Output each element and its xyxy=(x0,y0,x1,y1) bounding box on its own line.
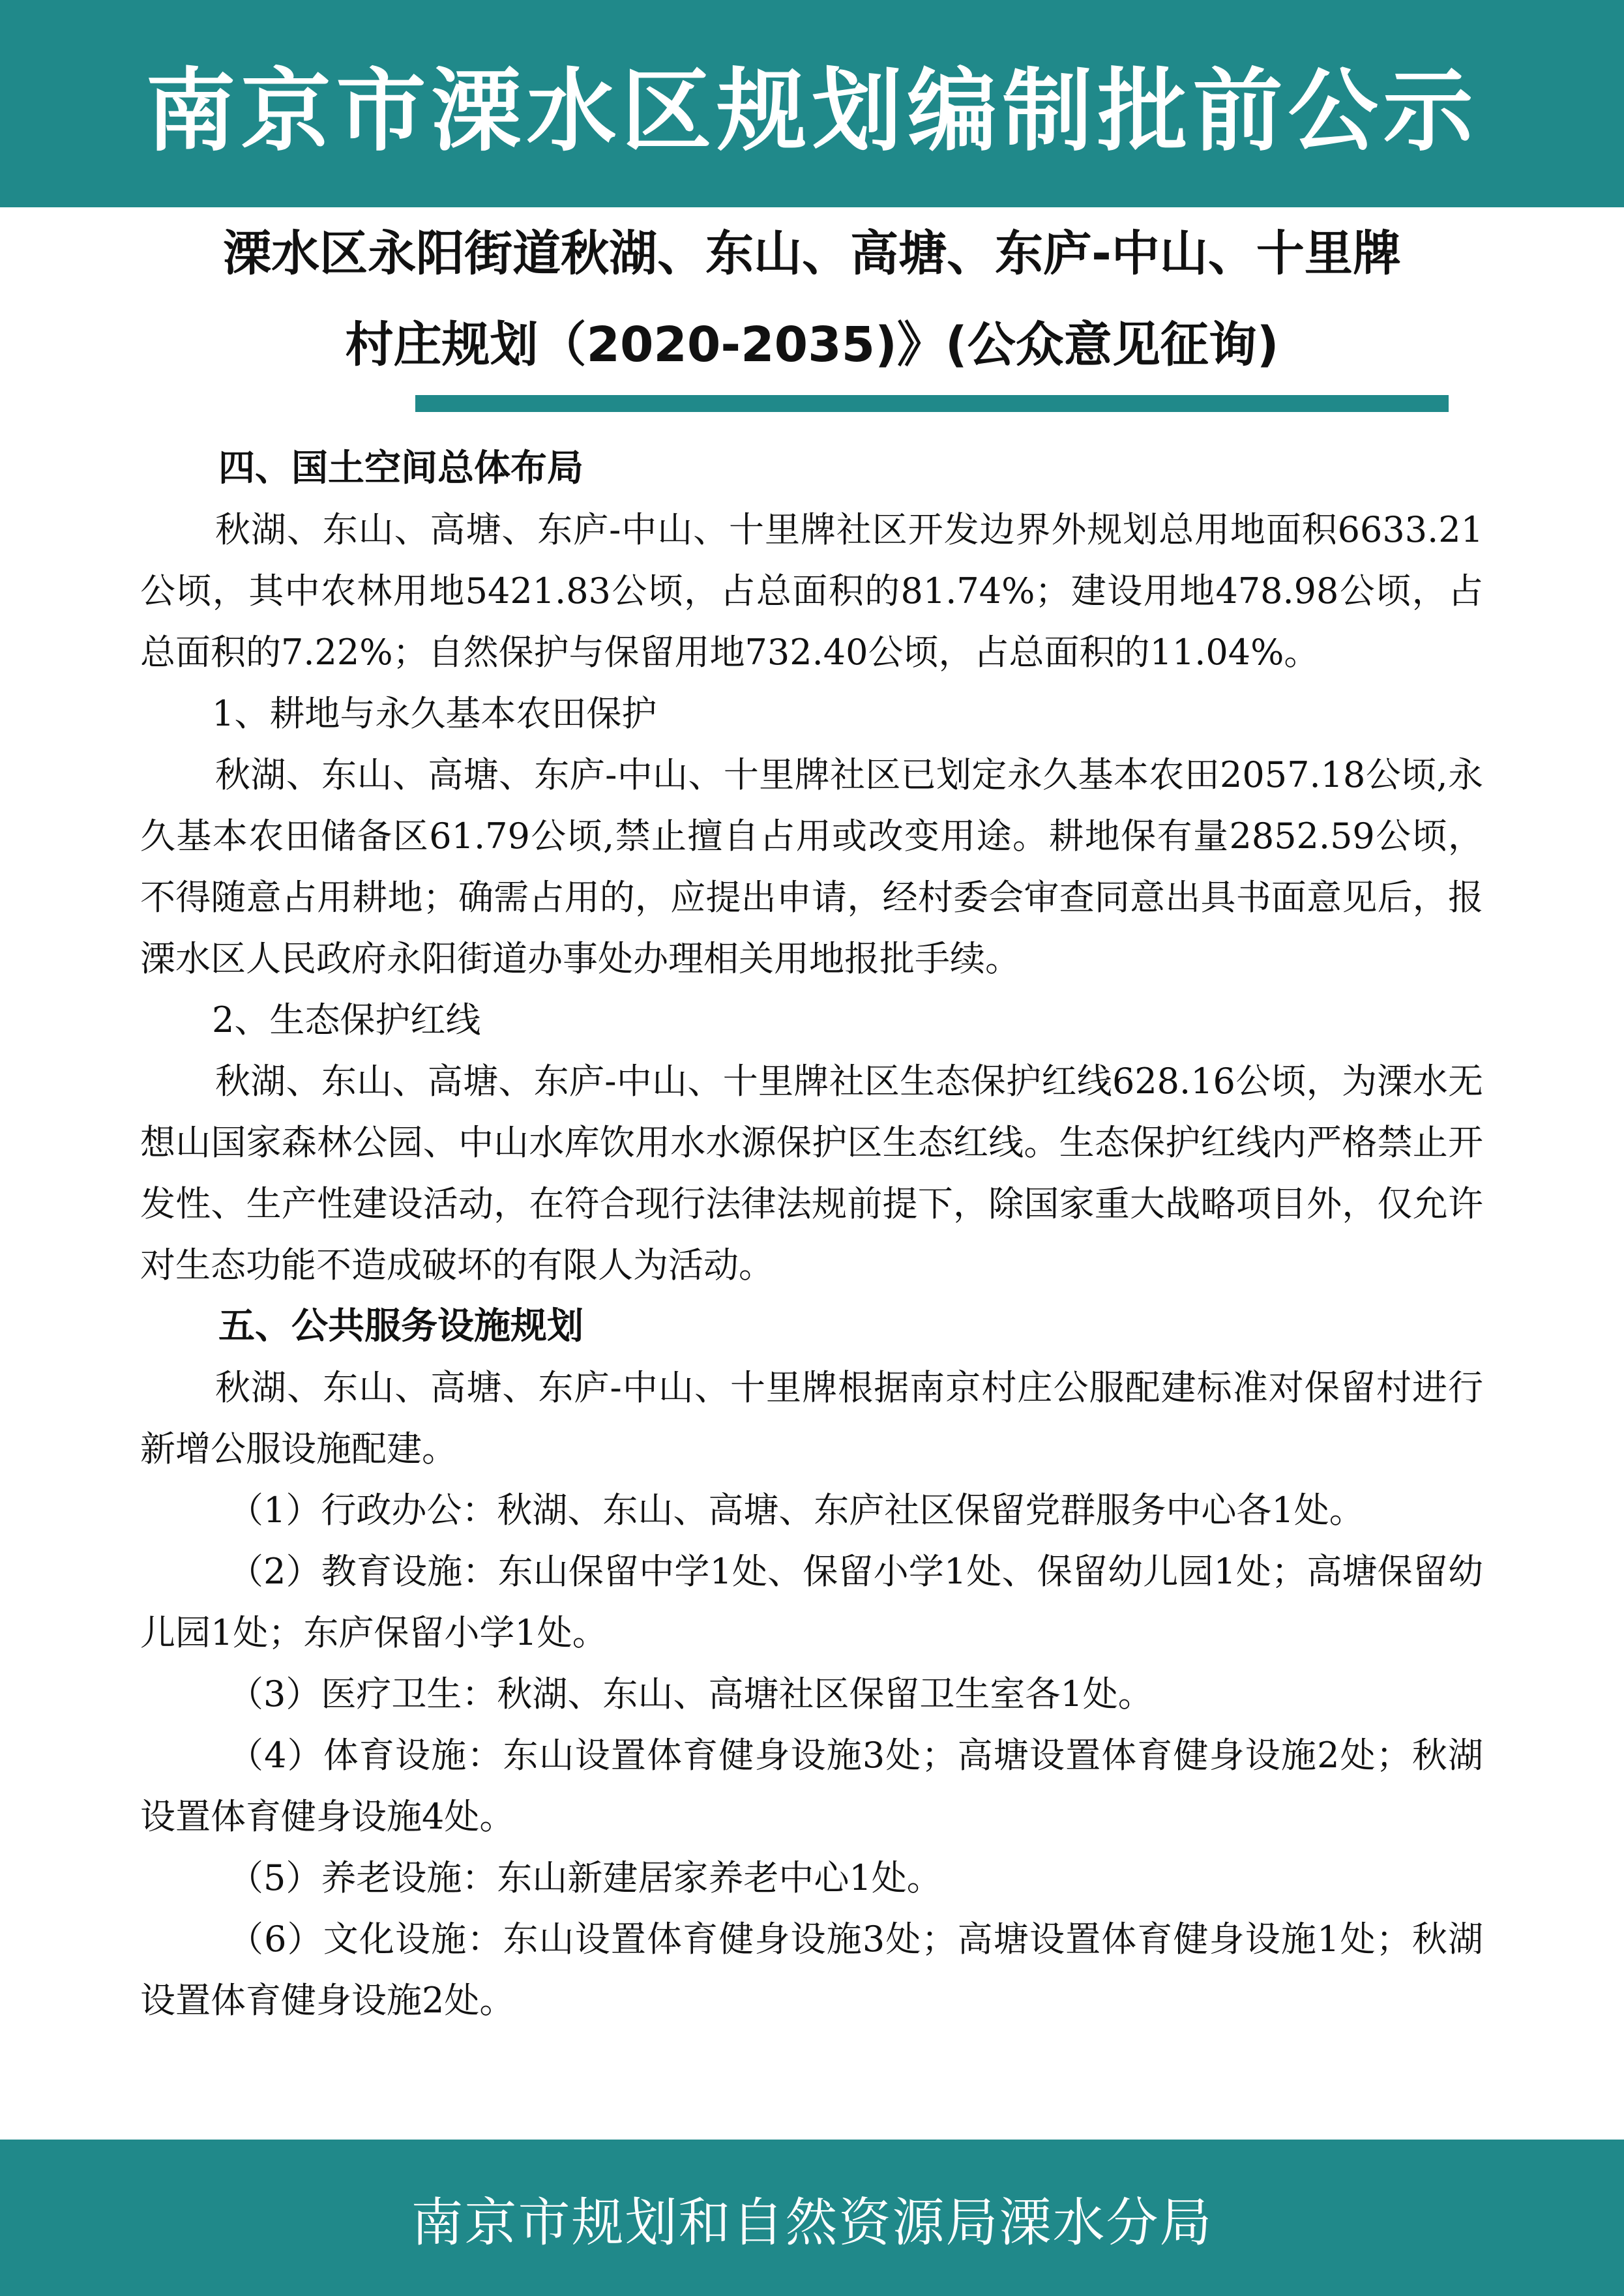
list-item-admin: （1）行政办公：秋湖、东山、高塘、东庐社区保留党群服务中心各1处。 xyxy=(228,1490,1365,1531)
subtitle-line-1: 溧水区永阳街道秋湖、东山、高塘、东庐-中山、十里牌 xyxy=(223,226,1401,282)
header-banner xyxy=(0,0,1624,207)
footer-banner xyxy=(0,2140,1624,2296)
paragraph-public-services: 秋湖、东山、高塘、东庐-中山、十里牌根据南京村庄公服配建标准对保留村进行新增公服设施配建。 xyxy=(140,1367,1483,1469)
page-title: 南京市溧水区规划编制批前公示 xyxy=(145,59,1479,164)
document-body xyxy=(140,438,1483,2031)
footer-agency: 南京市规划和自然资源局溧水分局 xyxy=(411,2192,1213,2253)
paragraph-ecology-redline: 秋湖、东山、高塘、东庐-中山、十里牌社区生态保护红线628.16公顷，为溧水无想山国家森林公园、中山水库饮用水水源保护区生态红线。生态保护红线内严格禁止开发性、生产性建设活动，在符合现行法律法规前提下，除国家重大战略项目外，仅允许对生态功能不造成破坏的有限人为活动。 xyxy=(140,1061,1483,1286)
list-item-elderly: （5）养老设施：东山新建居家养老中心1处。 xyxy=(228,1857,942,1898)
paragraph-land-area: 秋湖、东山、高塘、东庐-中山、十里牌社区开发边界外规划总用地面积6633.21公顷，其中农林用地5421.83公顷，占总面积的81.74%；建设用地478.98公顷，占总面积的7.22%；自然保护与保留用地732.40公顷，占总面积的11.04%。 xyxy=(140,509,1483,673)
list-item-sports: （4）体育设施：东山设置体育健身设施3处；高塘设置体育健身设施2处；秋湖设置体育健身设施4处。 xyxy=(140,1735,1483,1837)
section-heading-land-layout: 四、国土空间总体布局 xyxy=(218,447,583,490)
section-heading-public-services: 五、公共服务设施规划 xyxy=(218,1305,583,1347)
subheading-ecology-redline: 2、生态保护红线 xyxy=(212,999,481,1040)
subtitle-line-2: 村庄规划（2020-2035)》(公众意见征询) xyxy=(345,317,1279,373)
list-item-medical: （3）医疗卫生：秋湖、东山、高塘社区保留卫生室各1处。 xyxy=(228,1673,1153,1715)
paragraph-farmland: 秋湖、东山、高塘、东庐-中山、十里牌社区已划定永久基本农田2057.18公顷,永久基本农田储备区61.79公顷,禁止擅自占用或改变用途。耕地保有量2852.59公顷，不得随意占用耕地；确需占用的，应提出申请，经村委会审查同意出具书面意见后，报溧水区人民政府永阳街道办事处办理相关用地报批手续。 xyxy=(140,754,1483,979)
subheading-farmland: 1、耕地与永久基本农田保护 xyxy=(212,693,657,734)
divider-bar xyxy=(415,395,1449,412)
list-item-education: （2）教育设施：东山保留中学1处、保留小学1处、保留幼儿园1处；高塘保留幼儿园1处；东庐保留小学1处。 xyxy=(140,1551,1483,1653)
list-item-culture: （6）文化设施：东山设置体育健身设施3处；高塘设置体育健身设施1处；秋湖设置体育健身设施2处。 xyxy=(140,1919,1483,2021)
